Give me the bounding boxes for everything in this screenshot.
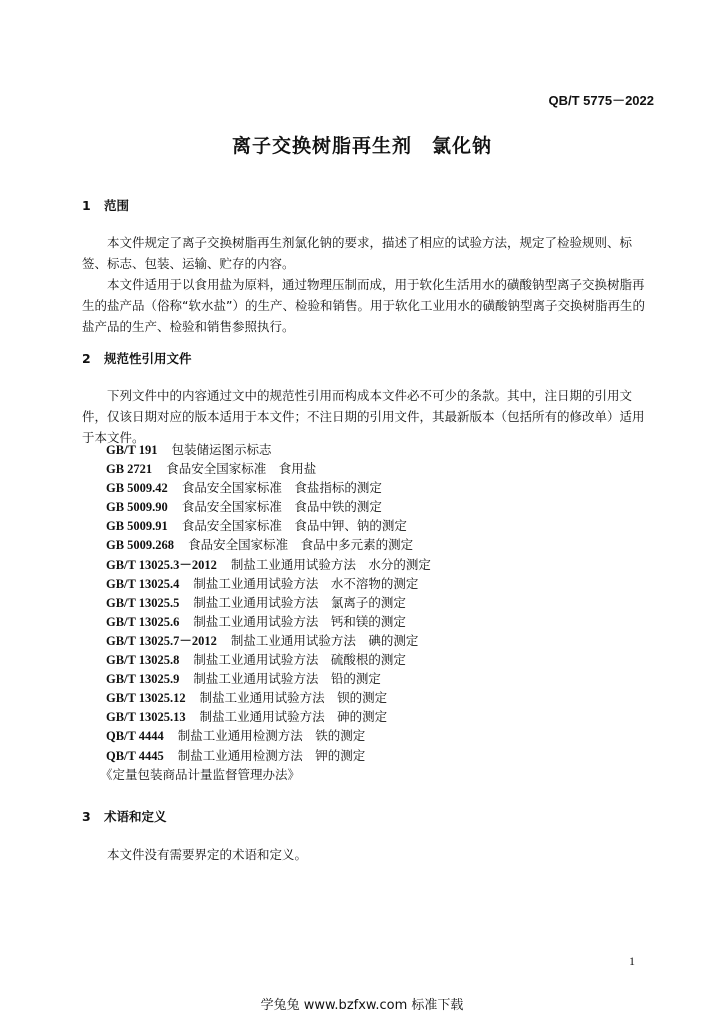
reference-title: 制盐工业通用试验方法 水不溶物的测定	[193, 575, 419, 591]
reference-item	[106, 497, 431, 516]
reference-item	[106, 478, 431, 497]
reference-title: 食品安全国家标准 食盐指标的测定	[181, 480, 382, 496]
reference-code: GB/T 13025.9	[106, 672, 180, 687]
document-title: 离子交换树脂再生剂 氯化钠	[231, 135, 492, 157]
reference-title: 制盐工业通用试验方法 钡的测定	[199, 690, 388, 706]
reference-title: 制盐工业通用试验方法 硫酸根的测定	[193, 652, 406, 668]
section-2-heading	[82, 349, 192, 367]
reference-title: 食品安全国家标准 食用盐	[166, 461, 317, 477]
reference-item	[106, 593, 431, 612]
reference-title: 包装储运图示标志	[171, 442, 272, 457]
reference-code: GB/T 13025.4	[106, 576, 180, 591]
reference-code: GB/T 13025.6	[106, 614, 180, 629]
section-2-paragraph-1: 下列文件中的内容通过文中的规范性引用而构成本文件必不可少的条款。其中，注日期的引用文件，仅该日期对应的版本适用于本文件；不注日期的引用文件，其最新版本（包括所有的修改单）适用于本文件。	[82, 388, 645, 445]
reference-code: QB/T 4445	[106, 748, 164, 763]
reference-title: 制盐工业通用试验方法 氯离子的测定	[193, 594, 406, 610]
section-number: 3	[82, 809, 91, 824]
reference-code: GB/T 191	[106, 443, 158, 457]
reference-title: 制盐工业通用试验方法 砷的测定	[199, 709, 388, 725]
reference-item	[106, 631, 431, 650]
reference-item	[106, 746, 431, 765]
section-1-paragraph-1: 本文件规定了离子交换树脂再生剂氯化钠的要求，描述了相应的试验方法，规定了检验规则、标签、标志、包装、运输、贮存的内容。	[82, 235, 633, 271]
reference-title: 制盐工业通用试验方法 水分的测定	[230, 556, 431, 572]
reference-item	[106, 555, 431, 574]
reference-item	[106, 669, 431, 688]
page-number: 1	[629, 954, 635, 968]
section-title: 范围	[104, 198, 130, 213]
reference-item	[106, 516, 431, 535]
reference-item	[106, 650, 431, 669]
reference-code: GB 5009.42	[106, 481, 168, 496]
reference-title: 制盐工业通用试验方法 钙和镁的测定	[193, 613, 406, 629]
section-number: 1	[82, 198, 91, 213]
section-3-heading	[82, 807, 167, 825]
reference-item	[100, 765, 431, 784]
standard-code: QB/T 5775－2022	[548, 93, 654, 108]
reference-code: GB 5009.268	[106, 538, 175, 553]
reference-title: 制盐工业通用检测方法 铁的测定	[177, 728, 366, 744]
reference-item	[106, 459, 431, 478]
download-watermark-footer: 学兔兔 www.bzfxw.com 标准下载	[260, 998, 464, 1013]
reference-item	[106, 688, 431, 707]
reference-item	[106, 612, 431, 631]
section-1-paragraph-2: 本文件适用于以食用盐为原料，通过物理压制而成，用于软化生活用水的磺酸钠型离子交换树脂再生的盐产品（俗称“软水盐”）的生产、检验和销售。用于软化工业用水的磺酸钠型离子交换树脂再生的盐产品的生产、检验和销售参照执行。	[82, 277, 645, 334]
reference-title: 制盐工业通用检测方法 钾的测定	[177, 747, 366, 763]
reference-code: GB/T 13025.7－2012	[106, 633, 217, 648]
reference-code: GB 5009.91	[106, 519, 168, 534]
reference-item	[106, 726, 431, 745]
reference-title: 《定量包装商品计量监督管理办法》	[100, 766, 301, 782]
section-1-heading	[82, 196, 129, 214]
reference-title: 食品安全国家标准 食品中多元素的测定	[188, 537, 414, 553]
reference-code: GB 2721	[106, 462, 153, 477]
reference-title: 制盐工业通用试验方法 铅的测定	[193, 671, 381, 687]
reference-code: GB/T 13025.13	[106, 710, 186, 725]
reference-title: 制盐工业通用试验方法 碘的测定	[230, 632, 419, 648]
reference-title: 食品安全国家标准 食品中钾、钠的测定	[181, 518, 407, 534]
reference-item	[106, 574, 431, 593]
reference-code: GB/T 13025.8	[106, 653, 180, 668]
reference-code: GB/T 13025.5	[106, 595, 180, 610]
reference-code: QB/T 4444	[106, 729, 164, 744]
reference-item	[106, 707, 431, 726]
reference-code: GB 5009.90	[106, 500, 168, 515]
normative-references-list	[100, 440, 431, 784]
reference-item	[106, 440, 431, 459]
reference-code: GB/T 13025.12	[106, 691, 186, 706]
reference-code: GB/T 13025.3－2012	[106, 557, 217, 572]
reference-title: 食品安全国家标准 食品中铁的测定	[181, 499, 382, 515]
reference-item	[106, 535, 431, 554]
section-title: 规范性引用文件	[104, 351, 192, 366]
section-title: 术语和定义	[104, 809, 167, 824]
section-number: 2	[82, 351, 91, 366]
section-3-paragraph-1: 本文件没有需要界定的术语和定义。	[107, 847, 308, 862]
